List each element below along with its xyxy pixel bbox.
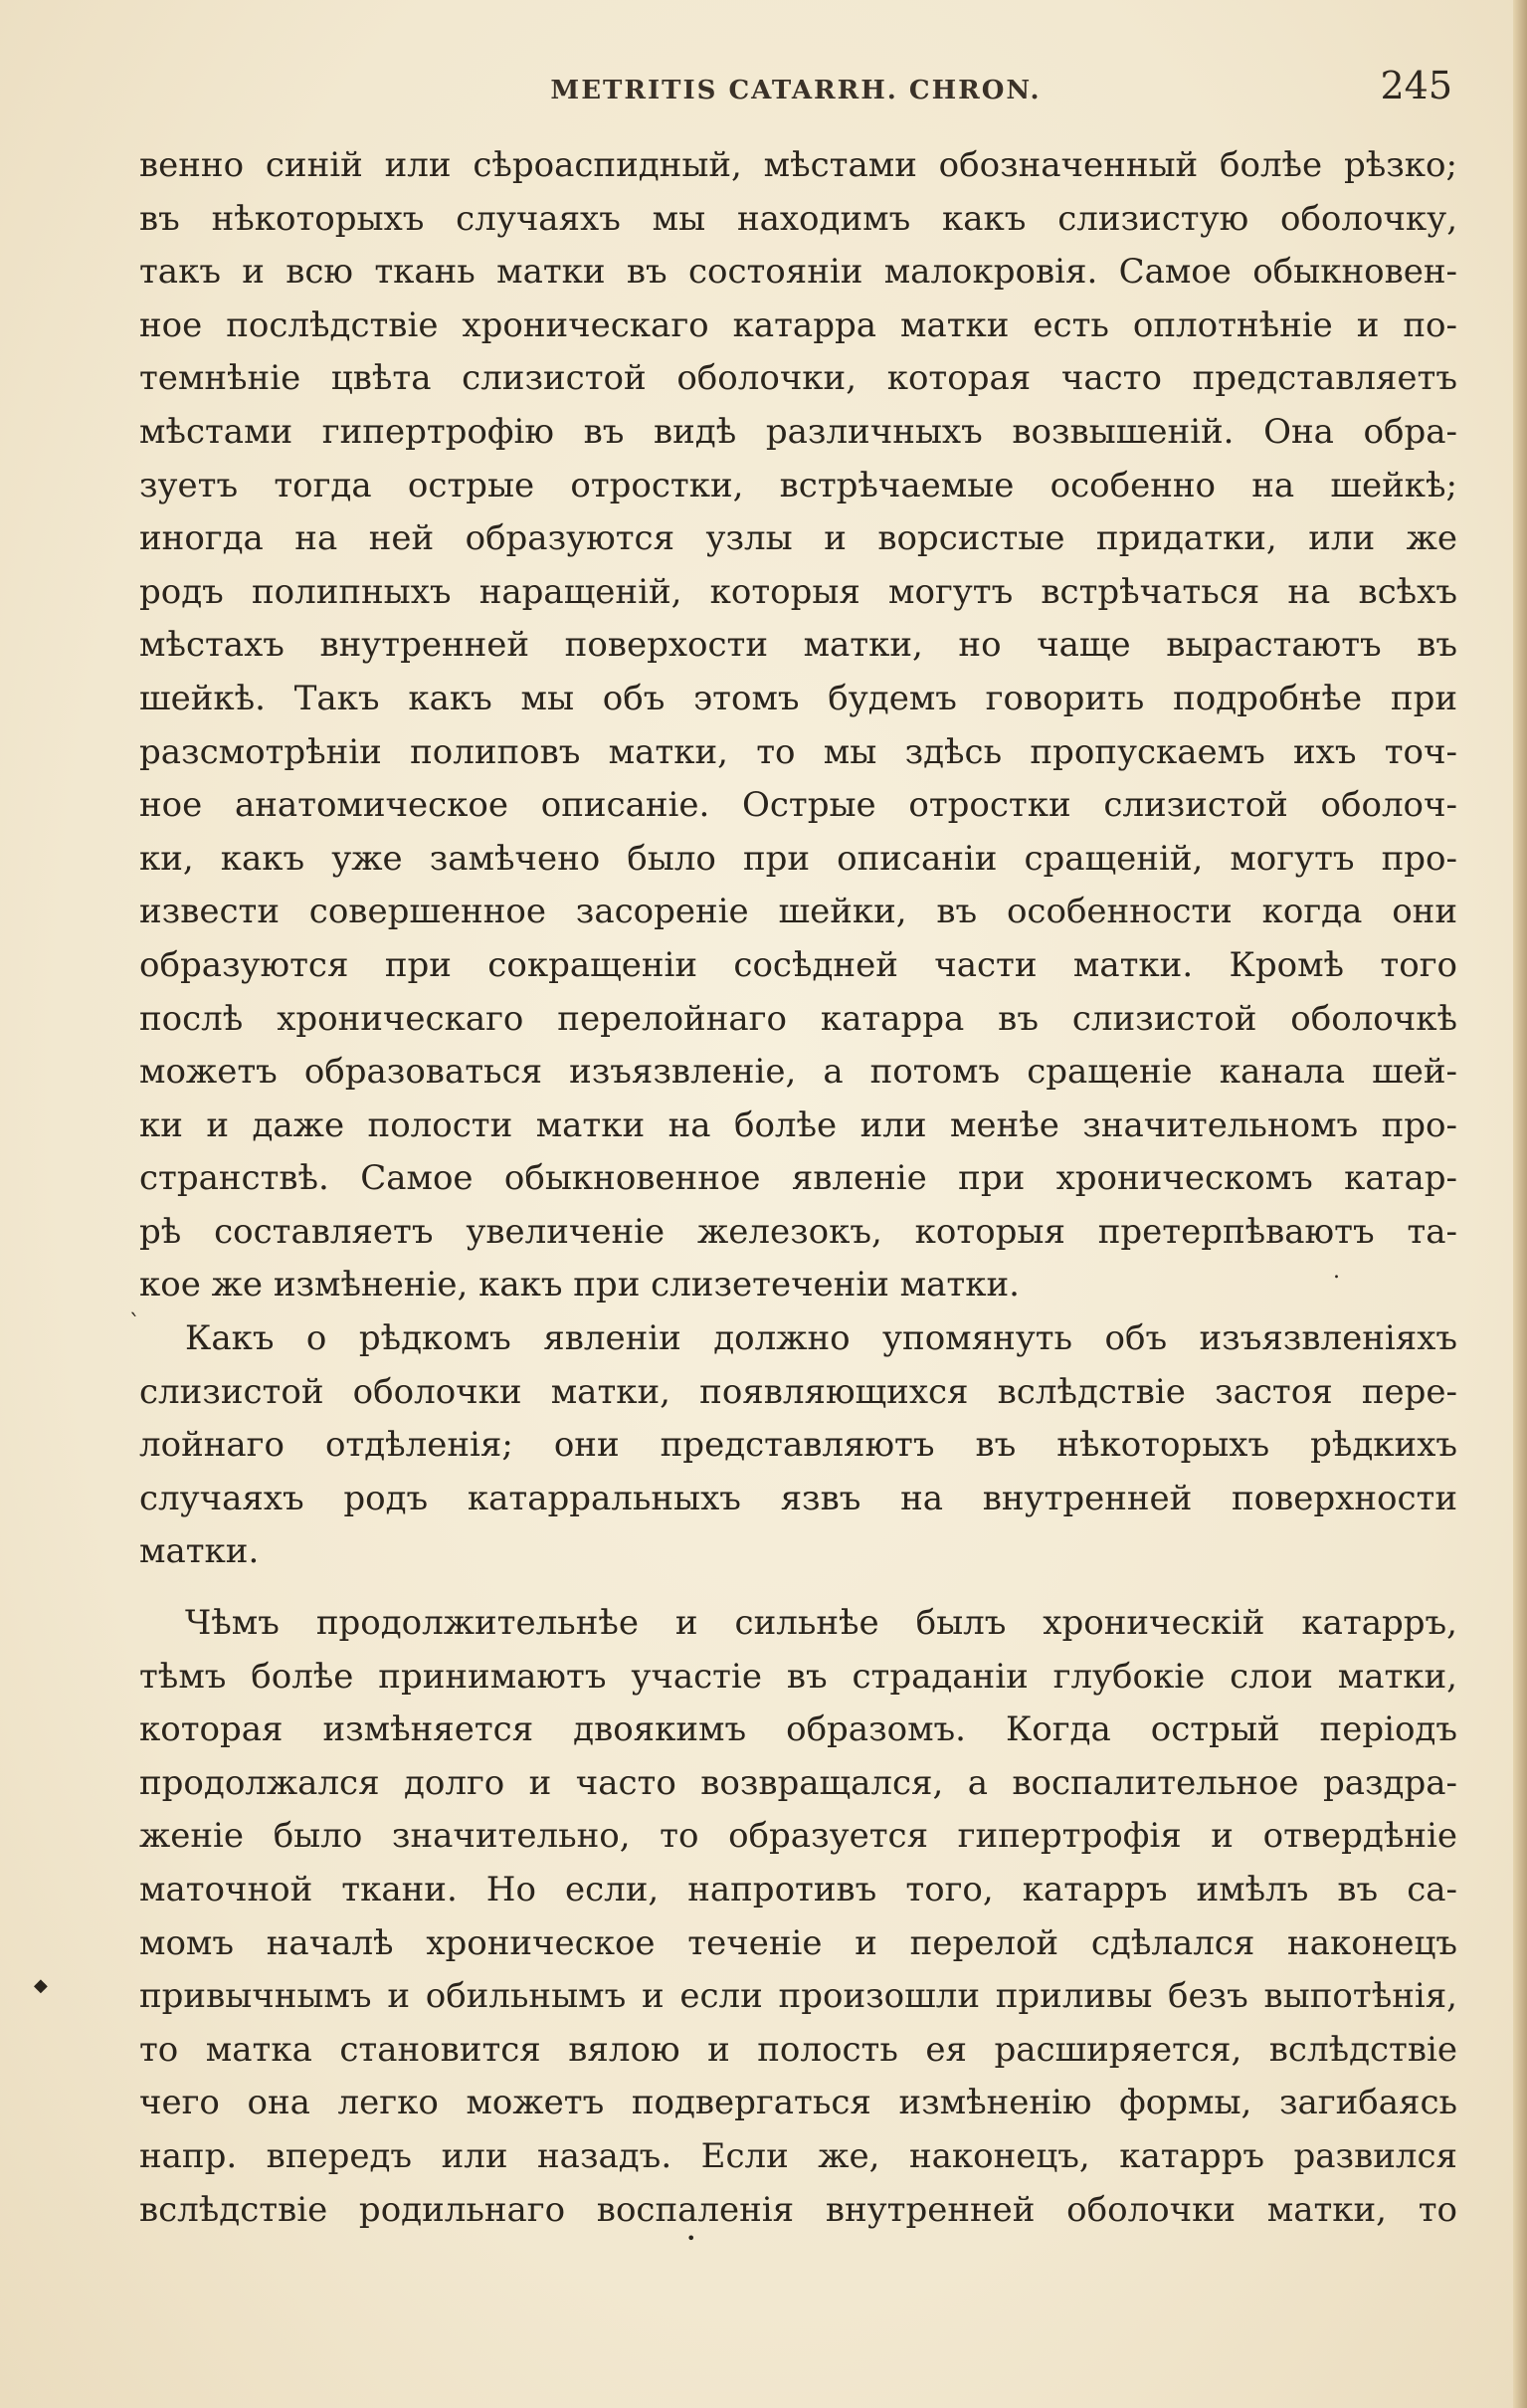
text-line: извести совершенное засореніе шейки, въ особенности когда они [139,892,1457,932]
paragraph-3 [139,1597,1457,2237]
text-line: ное анатомическое описаніе. Острые отростки слизистой оболоч- [139,785,1457,826]
text-line: продолжался долго и часто возвращался, а воспалительное раздра- [139,1762,1457,1803]
text-line: разсмотрѣніи полиповъ матки, то мы здѣсь пропускаемъ ихъ точ- [139,731,1457,772]
text-line: зуетъ тогда острые отростки, встрѣчаемые особенно на шейкѣ; [139,465,1457,505]
text-line: ное послѣдствіе хроническаго катарра матки есть оплотнѣніе и по- [139,304,1457,345]
text-line: Чѣмъ продолжительнѣе и сильнѣе былъ хроническій катарръ, [185,1603,1457,1644]
text-line: лойнаго отдѣленія; они представляютъ въ нѣкоторыхъ рѣдкихъ [139,1425,1457,1466]
text-line: маточной ткани. Но если, напротивъ того, катарръ имѣлъ въ са- [139,1870,1457,1909]
text-line: родъ полипныхъ наращеній, которыя могутъ встрѣчаться на всѣхъ [139,571,1457,612]
text-line: странствѣ. Самое обыкновенное явленіе при хроническомъ катар- [139,1158,1457,1199]
page-edge [1513,0,1527,2408]
text-line: привычнымъ и обильнымъ и если произошли приливы безъ выпотѣнія, [139,1976,1457,2017]
text-line: напр. впередъ или назадъ. Если же, наконецъ, катарръ развился [139,2135,1457,2176]
text-line: кое же измѣненіе, какъ при слизетеченіи матки. [139,1265,1020,1305]
text-line: то матка становится вялою и полость ея расширяется, вслѣдствіе [139,2029,1457,2070]
text-line: вслѣдствіе родильнаго воспаленія внутренней оболочки матки, то [139,2189,1457,2230]
page-header [139,62,1452,121]
stray-bottom-dot: • [686,2229,696,2248]
text-line: которая измѣняется двоякимъ образомъ. Когда острый періодъ [139,1709,1457,1750]
text-line: образуются при сокращеніи сосѣдней части матки. Кромѣ того [139,944,1457,985]
text-line: случаяхъ родъ катарральныхъ язвъ на внутренней поверхности [139,1478,1457,1518]
paragraph-2 [139,1312,1457,1579]
paragraph-gap [139,1579,1457,1597]
text-line: матки. [139,1531,260,1572]
text-line: мѣстами гипертрофію въ видѣ различныхъ возвышеній. Она обра- [139,411,1457,452]
text-line: въ нѣкоторыхъ случаяхъ мы находимъ какъ слизистую оболочку, [139,198,1457,239]
text-line: Какъ о рѣдкомъ явленіи должно упомянуть объ изъязвленіяхъ [185,1318,1457,1359]
running-head: METRITIS CATARRH. CHRON. [550,76,1042,105]
text-line: ки и даже полости матки на болѣе или менѣе значительномъ про- [139,1104,1457,1145]
stray-dot-mark: . [1333,1259,1340,1284]
text-line: момъ началѣ хроническое теченіе и перелой сдѣлался наконецъ [139,1922,1457,1963]
page-number: 245 [1380,64,1452,107]
text-line: ки, какъ уже замѣчено было при описаніи сращеній, могутъ про- [139,838,1457,879]
text-line: иногда на ней образуются узлы и ворсистые придатки, или же [139,518,1457,559]
text-line: можетъ образоваться изъязвленіе, а потомъ сращеніе канала шей- [139,1052,1457,1093]
stray-tick-mark: ` [129,1311,140,1336]
text-line: чего она легко можетъ подвергаться измѣненію формы, загибаясь [139,2083,1457,2123]
text-line: мѣстахъ внутренней поверхости матки, но чаще вырастаютъ въ [139,625,1457,666]
margin-bullet-mark: ◆ [34,1975,48,1996]
text-line: шейкѣ. Такъ какъ мы объ этомъ будемъ говорить подробнѣе при [139,678,1457,718]
text-line: рѣ составляетъ увеличеніе железокъ, которыя претерпѣваютъ та- [139,1211,1457,1252]
text-line: женіе было значительно, то образуется гипертрофія и отвердѣніе [139,1816,1457,1857]
paragraph-1 [139,139,1457,1312]
text-line: слизистой оболочки матки, появляющихся вслѣдствіе застоя пере- [139,1371,1457,1412]
text-line: такъ и всю ткань матки въ состояніи малокровія. Самое обыкновен- [139,252,1457,293]
text-line: темнѣніе цвѣта слизистой оболочки, которая часто представляетъ [139,358,1457,399]
text-line: послѣ хроническаго перелойнаго катарра въ слизистой оболочкѣ [139,998,1457,1039]
body-text [139,139,1457,2237]
text-line: венно синій или сѣроаспидный, мѣстами обозначенный болѣе рѣзко; [139,145,1457,185]
text-line: тѣмъ болѣе принимаютъ участіе въ страданіи глубокіе слои матки, [139,1656,1457,1697]
